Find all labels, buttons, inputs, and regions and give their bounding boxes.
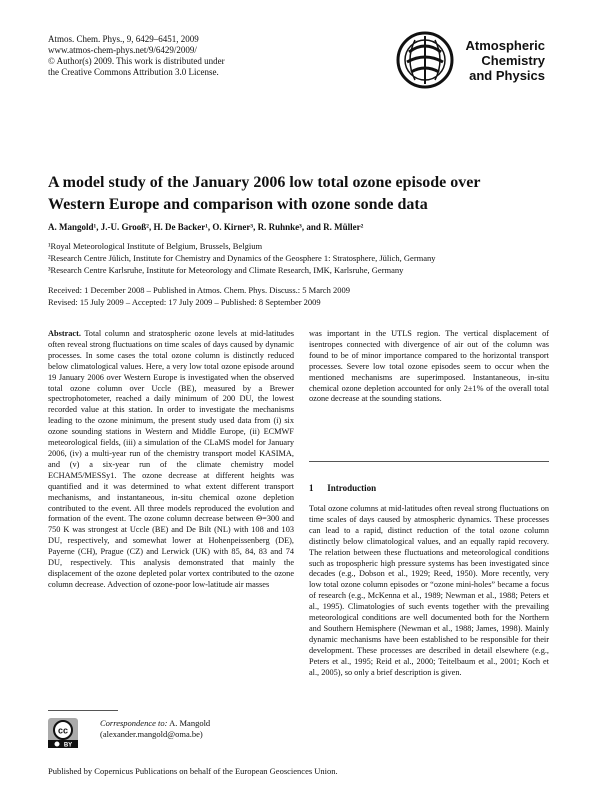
footnote-rule <box>48 710 118 711</box>
page-footer: Published by Copernicus Publications on behalf of the European Geosciences Union. <box>48 766 338 776</box>
correspondence-email[interactable]: (alexander.mangold@oma.be) <box>100 729 203 739</box>
dates-revised: Revised: 15 July 2009 – Accepted: 17 July 2009 – Published: 8 September 2009 <box>48 297 321 307</box>
title-line-1: A model study of the January 2006 low total ozone episode over <box>48 174 481 191</box>
egu-logo-icon <box>395 30 457 90</box>
introduction-text: Total ozone columns at mid-latitudes often reveal strong fluctuations on time scales of days caused by atmospheric dynamics. These processes can lead to a rapid, distinct reduction of the total ozone column distinctly below climatological values, and an equally rapid recovery. The relation between these fluctuations and meteorological conditions such as tropospheric high pressure systems has been investigated since decades (e.g., Dobson et al., 1929; Reed, 1950). More recently, very low total ozone column episodes or “ozone mini-holes” became a focus of research (e.g., McKenna et al., 1989; Newman et al., 1988; Peters et al., 1995). Climatologies of such events together with the prevailing meteorological conditions are well documented both for the Northern and Southern Hemisphere (Newman et al., 1988; James, 1998). Mainly dynamic mechanisms have been established to be responsible for their development. These processes are described in detail elsewhere (e.g., Peters et al., 1995; Reid et al., 2000; Teitelbaum et al., 2001; Koch et al., 2005), so only a brief description is given. <box>309 504 549 677</box>
abstract-text: Total column and stratospheric ozone levels at mid-latitudes often reveal strong fluctuations on time scales of days caused by dynamic processes. In some cases the total ozone column is distinctly reduced below climatological values. Here, a very low total ozone episode around 19 January 2006 over Western Europe is investigated when the observed total ozone column over Uccle (BE), measured by a Brewer spectrophotometer, reached a daily minimum of 200 DU, the lowest recorded value at this station. In order to investigate the mechanisms leading to the ozone minimum, the present study used data from (i) six ozone sounding stations in Western and Middle Europe, (ii) ECMWF meteorological fields, (iii) a simulation of the CLaMS model for January 2006, (iv) a multi-year run of the chemistry transport model KASIMA, and (v) a six-year run of the climate chemistry model ECHAM5/MESSy1. The ozone decrease at different heights was quantified and it was determined to what extent different transport mechanisms, and instantaneous, in-situ chemical ozone depletion contributed to the event. All three models reproduced the evolution and formation of the event. The ozone column decrease between Θ=300 and 750 K was strongest at Uccle (BE) and De Bilt (NL) with 108 and 103 DU, respectively, and somewhat lower at Hohenpeissenberg (DE), Payerne (CH), Prague (CZ) and Lerwick (UK) with 85, 84, 83 and 74 DU, respectively. This analysis demonstrated that mainly the displacement of the ozone depleted polar vortex contributed to the ozone column decrease. Advection of ozone-poor low-latitude air masses <box>48 329 294 589</box>
correspondence-name: A. Mangold <box>169 718 211 728</box>
journal-logo <box>395 30 547 90</box>
journal-header <box>48 34 225 78</box>
publication-dates <box>48 284 558 308</box>
correspondence-text <box>100 718 210 740</box>
author-list: A. Mangold¹, J.-U. Grooß², H. De Backer¹, O. Kirner³, R. Ruhnke³, and R. Müller² <box>48 222 364 232</box>
abstract-continued: was important in the UTLS region. The vertical displacement of isentropes connected with divergence of air out of the column was found to be of minor importance compared to the horizontal transport processes. Severe low total ozone episodes seem to occur when the mentioned mechanisms are superimposed. Instantaneous, in-situ chemical ozone depletion accounted for only 2±1% of the overall total ozone decrease at the sounding stations. <box>309 329 549 404</box>
dates-received: Received: 1 December 2008 – Published in Atmos. Chem. Phys. Discuss.: 5 March 2009 <box>48 285 350 295</box>
abstract-label: Abstract. <box>48 329 81 338</box>
section-divider <box>309 461 549 462</box>
affiliations <box>48 240 558 276</box>
paper-title <box>48 172 548 216</box>
copyright-line: © Author(s) 2009. This work is distributed under <box>48 56 225 66</box>
journal-citation: Atmos. Chem. Phys., 9, 6429–6451, 2009 <box>48 34 199 44</box>
affiliation-1: ¹Royal Meteorological Institute of Belgium, Brussels, Belgium <box>48 241 263 251</box>
logo-line-2: Chemistry <box>481 53 545 68</box>
logo-line-1: Atmospheric <box>465 38 545 53</box>
svg-text:BY: BY <box>63 742 73 748</box>
svg-text:cc: cc <box>57 725 69 736</box>
title-line-2: Western Europe and comparison with ozone sonde data <box>48 196 428 213</box>
abstract <box>48 329 294 591</box>
section-title: Introduction <box>327 483 377 493</box>
journal-url[interactable]: www.atmos-chem-phys.net/9/6429/2009/ <box>48 45 197 55</box>
correspondence-label: Correspondence to: <box>100 718 168 728</box>
license-line: the Creative Commons Attribution 3.0 License. <box>48 67 219 77</box>
affiliation-2: ²Research Centre Jülich, Institute for Chemistry and Dynamics of the Geosphere 1: Stratosphere, Jülich, Germany <box>48 253 436 263</box>
cc-by-icon <box>48 718 78 748</box>
section-number: 1 <box>309 483 314 493</box>
logo-line-3: and Physics <box>469 68 545 83</box>
logo-text <box>457 38 545 83</box>
section-heading <box>309 483 376 493</box>
affiliation-3: ³Research Centre Karlsruhe, Institute for Meteorology and Climate Research, IMK, Karlsruhe, Germany <box>48 265 404 275</box>
